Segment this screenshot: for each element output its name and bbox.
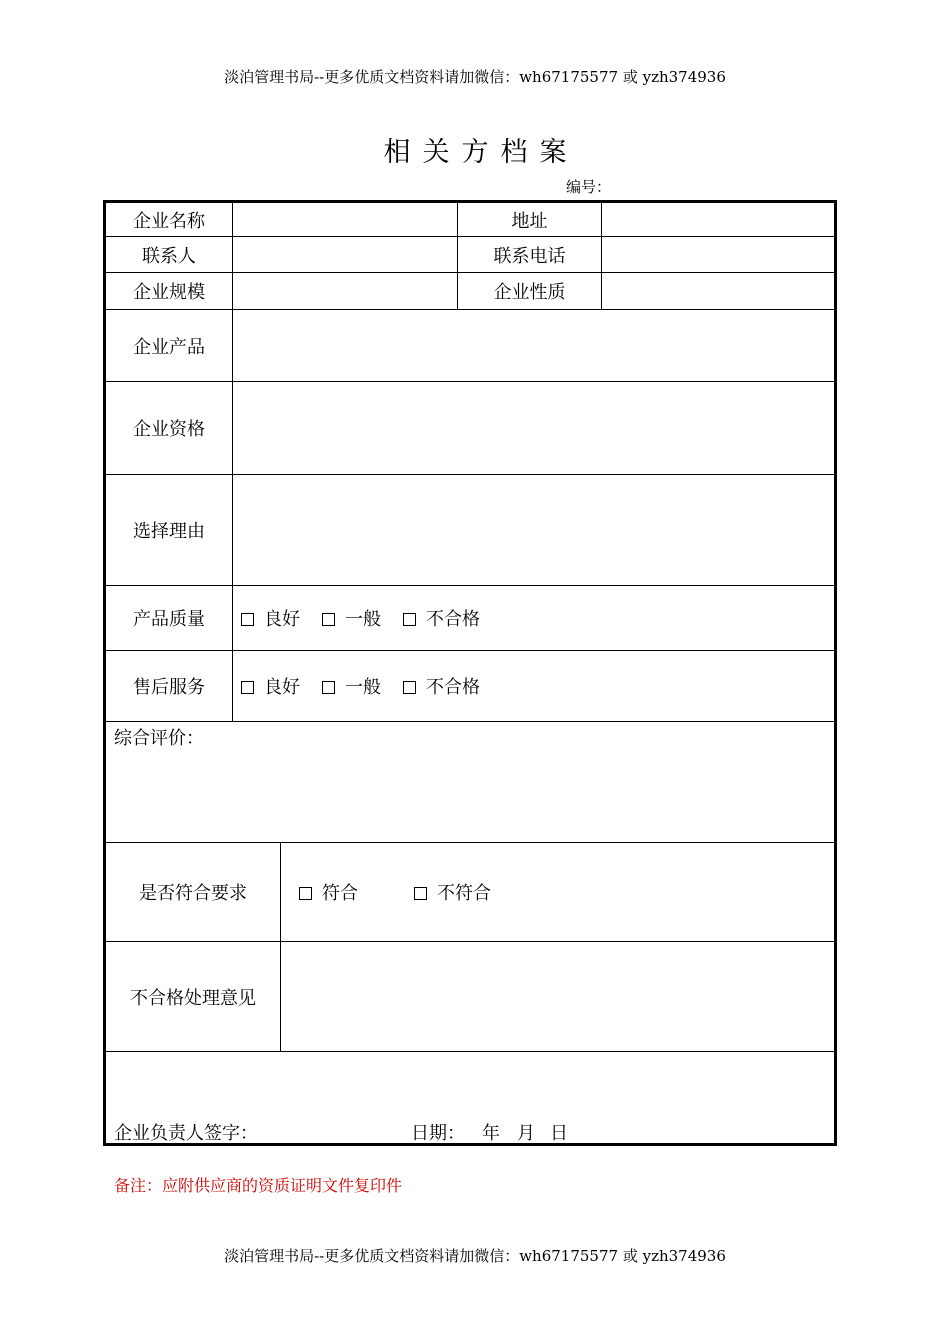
date-year-label: 年 (482, 1123, 500, 1144)
checkbox-icon[interactable] (322, 681, 335, 694)
company-name-field[interactable] (233, 203, 457, 236)
checkbox-icon[interactable] (241, 613, 254, 626)
page-header: 淡泊管理书局--更多优质文档资料请加微信：wh67175577 或 yzh374936 (224, 68, 726, 86)
after-sales-options (241, 651, 502, 721)
overall-evaluation-field[interactable] (106, 753, 834, 841)
contact-label: 联系人 (142, 245, 196, 267)
remarks-note: 备注：应附供应商的资质证明文件复印件 (114, 1176, 403, 1195)
phone-field[interactable] (602, 237, 834, 272)
reason-field[interactable] (233, 475, 834, 585)
phone-label: 联系电话 (493, 245, 566, 267)
qualification-field[interactable] (233, 382, 834, 474)
nonconformity-label: 不合格处理意见 (130, 987, 256, 1009)
row-divider (106, 1051, 834, 1052)
service-option-fail[interactable]: 不合格 (403, 673, 480, 699)
serial-number-label: 编号： (566, 178, 612, 196)
archive-form (103, 200, 837, 1146)
nature-label: 企业性质 (493, 282, 566, 303)
checkbox-icon[interactable] (403, 613, 416, 626)
checkbox-icon[interactable] (414, 887, 427, 900)
nonconformity-field[interactable] (281, 942, 834, 1051)
service-option-good[interactable]: 良好 (241, 673, 300, 699)
products-field[interactable] (233, 310, 834, 381)
service-option-average[interactable]: 一般 (322, 673, 381, 699)
product-quality-options (241, 586, 502, 650)
checkbox-icon[interactable] (299, 887, 312, 900)
product-quality-label: 产品质量 (133, 609, 205, 630)
company-name-label: 企业名称 (133, 210, 205, 232)
checkbox-icon[interactable] (241, 681, 254, 694)
after-sales-label: 售后服务 (133, 677, 205, 698)
meets-option-no[interactable]: 不符合 (414, 879, 491, 905)
address-label: 地址 (511, 210, 548, 232)
page-footer: 淡泊管理书局--更多优质文档资料请加微信：wh67175577 或 yzh374936 (224, 1247, 726, 1265)
meets-option-yes[interactable]: 符合 (299, 879, 358, 905)
meets-requirements-options (299, 843, 513, 941)
nature-field[interactable] (602, 273, 834, 309)
address-field[interactable] (602, 203, 834, 236)
checkbox-icon[interactable] (322, 613, 335, 626)
reason-label: 选择理由 (133, 521, 205, 542)
overall-evaluation-label: 综合评价： (114, 728, 204, 749)
products-label: 企业产品 (133, 336, 205, 358)
date-month-label: 月 (517, 1123, 535, 1144)
contact-field[interactable] (233, 237, 457, 272)
qualification-label: 企业资格 (133, 419, 205, 440)
meets-requirements-label: 是否符合要求 (139, 883, 247, 904)
quality-option-good[interactable]: 良好 (241, 605, 300, 631)
checkbox-icon[interactable] (403, 681, 416, 694)
quality-option-fail[interactable]: 不合格 (403, 605, 480, 631)
page-title: 相关方档案 (383, 137, 579, 168)
date-day-label: 日 (550, 1123, 568, 1144)
quality-option-average[interactable]: 一般 (322, 605, 381, 631)
signature-label: 企业负责人签字： (114, 1123, 258, 1144)
signature-field[interactable] (266, 1103, 396, 1143)
scale-field[interactable] (233, 273, 457, 309)
date-label: 日期： (411, 1123, 465, 1144)
scale-label: 企业规模 (133, 282, 205, 303)
row-divider (106, 721, 834, 722)
